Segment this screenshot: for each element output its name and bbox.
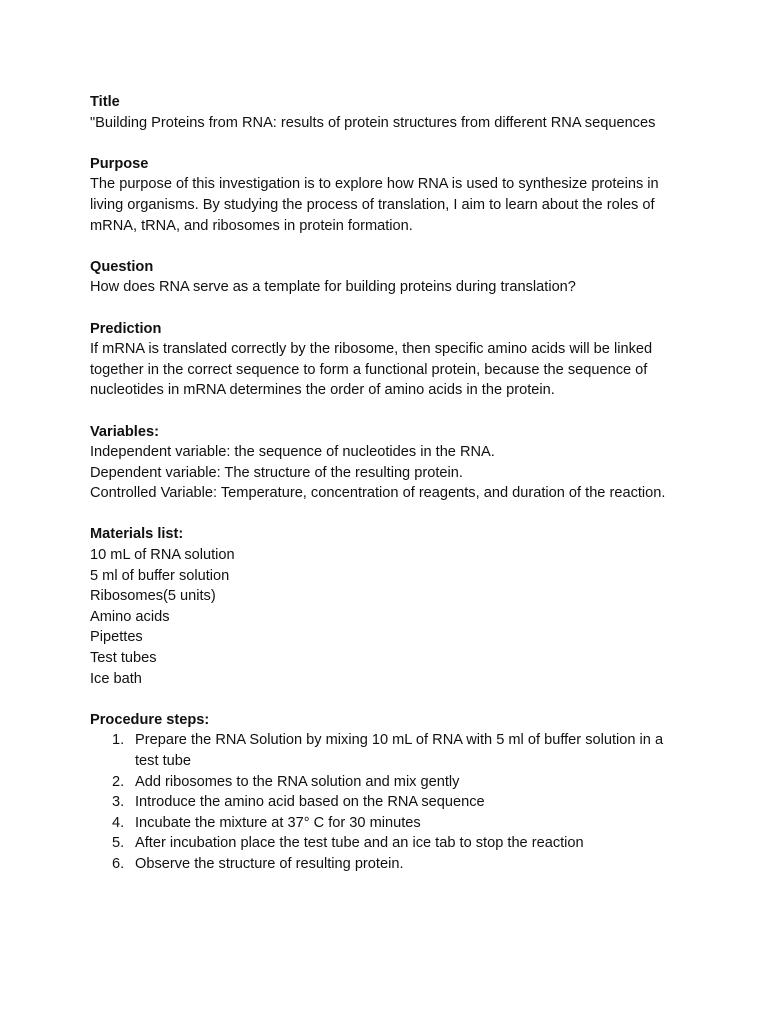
step-text: After incubation place the test tube and an ice tab to stop the reaction (135, 835, 584, 852)
material-item: 5 ml of buffer solution (90, 567, 230, 584)
prediction-section (90, 319, 690, 401)
variables-section (90, 422, 690, 504)
procedure-step (90, 854, 690, 875)
procedure-step (90, 730, 690, 771)
title-section (90, 92, 690, 133)
step-number: 3. (112, 794, 125, 811)
step-number: 1. (112, 732, 125, 749)
step-text: Observe the structure of resulting protein. (135, 855, 404, 872)
controlled-variable: Controlled Variable: Temperature, concentration of reagents, and duration of the reaction. (90, 485, 666, 502)
material-item: 10 mL of RNA solution (90, 547, 235, 564)
procedure-heading: Procedure steps: (90, 711, 210, 728)
procedure-step (90, 792, 690, 813)
step-text: Introduce the amino acid based on the RNA sequence (135, 794, 485, 811)
title-text: "Building Proteins from RNA: results of protein structures from different RNA sequences (90, 114, 656, 131)
procedure-steps-list (90, 730, 690, 874)
material-item: Ice bath (90, 670, 142, 687)
prediction-heading: Prediction (90, 320, 162, 337)
step-text: Add ribosomes to the RNA solution and mix gently (135, 773, 460, 790)
question-section (90, 257, 690, 298)
variables-heading: Variables: (90, 423, 159, 440)
step-number: 4. (112, 814, 125, 831)
material-item: Amino acids (90, 608, 170, 625)
dependent-variable: Dependent variable: The structure of the resulting protein. (90, 464, 463, 481)
procedure-section (90, 710, 690, 875)
independent-variable: Independent variable: the sequence of nucleotides in the RNA. (90, 444, 495, 461)
step-number: 5. (112, 835, 125, 852)
materials-heading: Materials list: (90, 526, 184, 543)
procedure-step (90, 813, 690, 834)
step-number: 6. (112, 855, 125, 872)
materials-section (90, 524, 690, 689)
step-text: Prepare the RNA Solution by mixing 10 mL of RNA with 5 ml of buffer solution in a test tube (135, 732, 664, 769)
material-item: Pipettes (90, 629, 143, 646)
document-page (90, 92, 690, 875)
purpose-text: The purpose of this investigation is to explore how RNA is used to synthesize proteins in living organisms. By studying the process of translation, I aim to learn about the roles of mRNA, tRNA, and ribosomes in protein formation. (90, 176, 659, 234)
question-heading: Question (90, 258, 154, 275)
purpose-heading: Purpose (90, 155, 149, 172)
step-text: Incubate the mixture at 37° C for 30 minutes (135, 814, 421, 831)
purpose-section (90, 154, 690, 236)
material-item: Test tubes (90, 650, 157, 667)
title-heading: Title (90, 94, 120, 110)
procedure-step (90, 772, 690, 793)
prediction-text: If mRNA is translated correctly by the ribosome, then specific amino acids will be linked together in the correct sequence to form a functional protein, because the sequence of nucleotides in mRNA determines the order of amino acids in the protein. (90, 341, 653, 399)
material-item: Ribosomes(5 units) (90, 588, 216, 605)
step-number: 2. (112, 773, 125, 790)
procedure-step (90, 833, 690, 854)
question-text: How does RNA serve as a template for building proteins during translation? (90, 279, 576, 296)
